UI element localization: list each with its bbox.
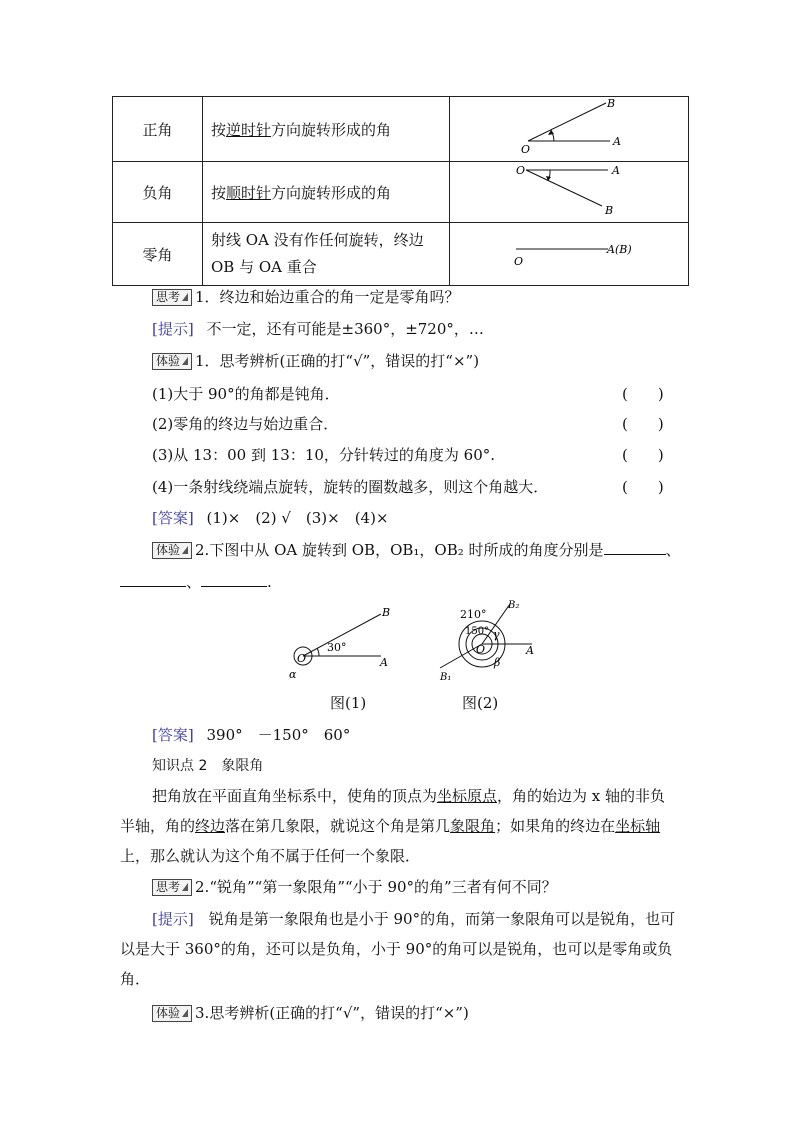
answer-1: [答案] (1)× (2) √ (3)× (4)× — [152, 509, 389, 527]
list-item: (2)零角的终边与始边重合． — [152, 415, 339, 433]
definition-paragraph: 把角放在平面直角坐标系中，使角的顶点为坐标原点，角的始边为 x 轴的非负半轴，角的终边落在第几象限，就说这个角是第几象限角；如果角的终边在坐标轴上，那么就认为这个角不属于任何一个象限． — [120, 787, 666, 865]
blank-2[interactable] — [120, 572, 186, 587]
svg-text:A: A — [380, 656, 388, 669]
list-item: (3)从 13：00 到 13：10，分针转过的角度为 60°. — [152, 446, 496, 464]
list-item: (1)大于 90°的角都是钝角． — [152, 385, 340, 403]
blank-3[interactable] — [201, 572, 267, 587]
svg-text:150°: 150° — [465, 626, 490, 637]
experience-2-cont: 、 . — [120, 571, 272, 592]
angle-name: 零角 — [113, 223, 203, 286]
zero-angle-figure — [450, 223, 689, 286]
angle-desc: 按顺时针方向旋转形成的角 — [203, 162, 450, 223]
svg-text:B₁: B₁ — [440, 672, 452, 683]
answer-label: [答案] — [152, 726, 194, 744]
answer-2: [答案] 390° －150° 60° — [152, 726, 351, 744]
svg-text:A: A — [612, 164, 620, 177]
answer-paren: ( ) — [622, 446, 664, 464]
svg-text:A: A — [526, 644, 534, 657]
angle-name: 负角 — [113, 162, 203, 223]
svg-text:B: B — [382, 606, 391, 619]
figure-1-caption: 图(1) — [330, 694, 367, 712]
angle-desc: 按逆时针方向旋转形成的角 — [203, 97, 450, 162]
figure-1 — [285, 600, 405, 682]
answer-paren: ( ) — [622, 478, 664, 496]
answer-paren: ( ) — [622, 385, 664, 403]
hint-label: [提示] — [152, 910, 194, 928]
svg-text:A: A — [613, 135, 621, 148]
angle-desc: 射线 OA 没有作任何旋转，终边 OB 与 OA 重合 — [203, 223, 450, 286]
table-row — [113, 223, 689, 286]
table-row — [113, 97, 689, 162]
experience-2: 体验 2.下图中从 OA 旋转到 OB，OB₁，OB₂ 时所成的角度分别是 、 — [152, 539, 681, 560]
think-question-1: 思考 1．终边和始边重合的角一定是零角吗？ — [152, 286, 460, 307]
table-row — [113, 162, 689, 223]
svg-text:γ: γ — [493, 628, 500, 641]
svg-text:O: O — [516, 164, 526, 177]
angle-30-label: 30° — [327, 641, 347, 654]
svg-text:O: O — [297, 652, 307, 665]
think-question-2: 思考 2.“锐角”“第一象限角”“小于 90°的角”三者有何不同？ — [152, 876, 557, 897]
list-item: (4)一条射线绕端点旋转，旋转的圈数越多，则这个角越大． — [152, 478, 549, 496]
hint-1: [提示] 不一定，还有可能是±360°，±720°，… — [152, 320, 484, 338]
svg-text:B: B — [605, 204, 614, 217]
hint-label: [提示] — [152, 320, 194, 338]
svg-text:210°: 210° — [460, 608, 487, 621]
think-tag: 思考 — [152, 879, 192, 896]
experience-tag: 体验 — [152, 542, 192, 559]
svg-text:α: α — [289, 668, 297, 681]
experience-1: 体验 1．思考辨析(正确的打“√”，错误的打“×”) — [152, 350, 479, 371]
svg-text:β: β — [494, 656, 501, 669]
svg-text:B₂: B₂ — [508, 600, 520, 611]
think-tag: 思考 — [152, 289, 192, 306]
svg-text:O: O — [514, 255, 524, 268]
svg-text:O: O — [521, 143, 531, 156]
positive-angle-figure — [450, 97, 689, 162]
blank-1[interactable] — [604, 540, 666, 555]
experience-tag: 体验 — [152, 353, 192, 370]
answer-label: [答案] — [152, 509, 194, 527]
answer-paren: ( ) — [622, 415, 664, 433]
angle-types-table — [112, 96, 689, 286]
experience-tag: 体验 — [152, 1005, 192, 1022]
svg-text:O: O — [476, 643, 486, 656]
angle-name: 正角 — [113, 97, 203, 162]
negative-angle-figure — [450, 162, 689, 223]
experience-3: 体验 3.思考辨析(正确的打“√”，错误的打“×”) — [152, 1002, 469, 1023]
figure-2 — [436, 598, 546, 684]
svg-text:A(B): A(B) — [607, 243, 632, 256]
figure-2-caption: 图(2) — [462, 694, 499, 712]
svg-text:B: B — [607, 97, 616, 110]
section-title: 知识点 2 象限角 — [152, 758, 264, 774]
hint-2: [提示] 锐角是第一象限角也是小于 90°的角，而第一象限角可以是锐角，也可以是大于 360°的角，还可以是负角，小于 90°的角可以是锐角，也可以是零角或负角． — [120, 910, 676, 988]
